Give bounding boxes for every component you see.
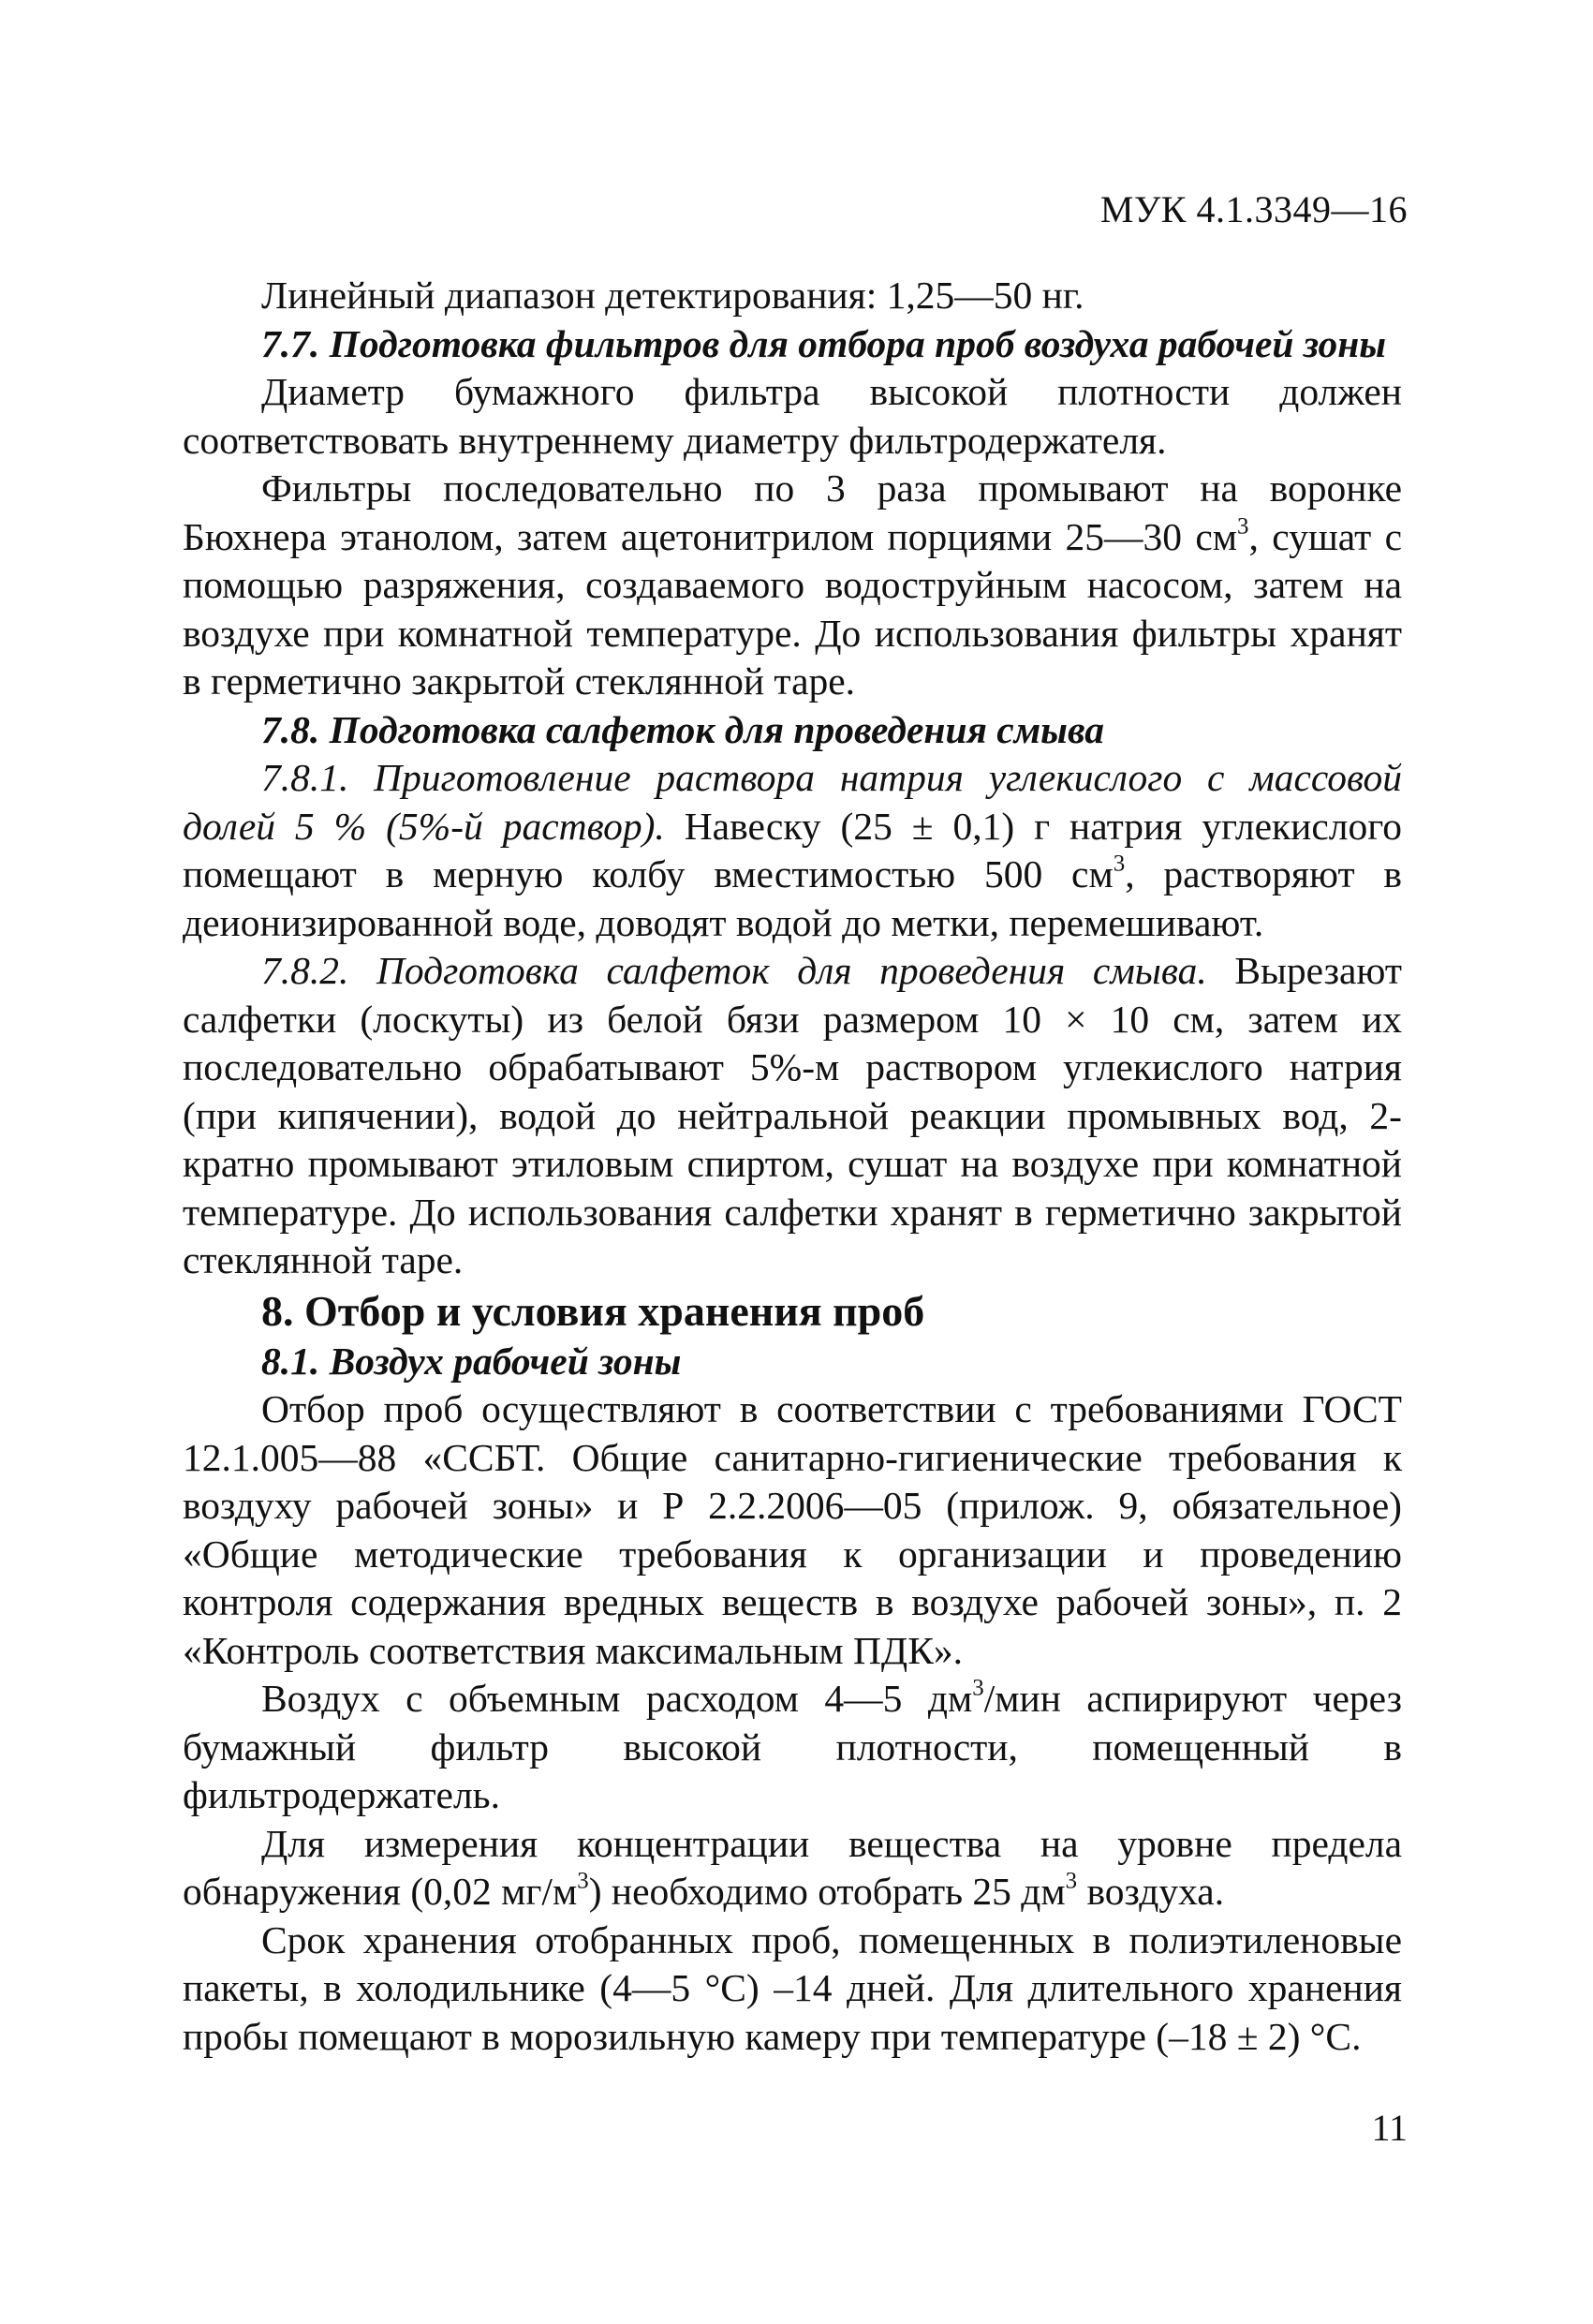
text-run: Для измерения концентрации вещества на уровне предела обнаружения (0,02 мг/м: [183, 1821, 1402, 1913]
superscript: 3: [577, 1868, 589, 1894]
detection-range-paragraph: Линейный диапазон детектирования: 1,25—50 нг.: [261, 274, 1084, 317]
section-8-heading: 8. Отбор и условия хранения проб: [261, 1286, 925, 1335]
section-7-8-1-paragraph: [183, 754, 1402, 947]
text-run: , сушат с помощью разряжения, создаваемого водоструйным насосом, затем на воздухе при комнатной температуре. До использования фильтры хранят в герметично закрытой стеклянной таре.: [183, 514, 1402, 703]
superscript: 3: [1113, 851, 1126, 877]
text-run: воздуха.: [1077, 1870, 1225, 1913]
text-run: Фильтры последовательно по 3 раза промывают на воронке Бюхнера этанолом, затем ацетонитрилом порциями 25—30 см: [183, 466, 1402, 558]
section-7-7-heading: 7.7. Подготовка фильтров для отбора проб воздуха рабочей зоны: [261, 321, 1387, 365]
section-8-1-heading: 8.1. Воздух рабочей зоны: [261, 1339, 682, 1383]
text-run: Вырезают салфетки (лоскуты) из белой бязи размером 10 × 10 см, затем их последовательно обрабатывают 5%-м раствором углекислого натрия (при кипячении), водой до нейтральной реакции промывных вод, 2-кратно промывают этиловым спиртом, сушат на воздухе при комнатной температуре. До использования салфетки хранят в герметично закрытой стеклянной таре.: [183, 949, 1402, 1281]
superscript: 3: [1065, 1868, 1078, 1894]
superscript: 3: [1237, 513, 1249, 540]
section-8-1-paragraph-1: Отбор проб осуществляют в соответствии с требованиями ГОСТ 12.1.005—88 «ССБТ. Общие санитарно-гигиенические требования к воздуху рабочей зоны» и Р 2.2.2006—05 (прилож. 9, обязательное) «Общие методические требования к организации и проведению контроля содержания вредных веществ в воздухе рабочей зоны», п. 2 «Контроль соответствия максимальным ПДК».: [183, 1387, 1402, 1672]
document-code-header: МУК 4.1.3349—16: [1099, 188, 1408, 230]
subsection-title: 7.8.2. Подготовка салфеток для проведения смыва.: [261, 949, 1207, 992]
section-7-8-heading: 7.8. Подготовка салфеток для проведения смыва: [261, 707, 1104, 751]
subsection-title: 7.8.1. Приготовление раствора натрия углекислого с массовой долей 5 % (5%-й раствор).: [183, 756, 1402, 848]
document-body: [183, 272, 1402, 2061]
section-7-7-paragraph-2: [183, 465, 1402, 706]
section-7-8-2-paragraph: [183, 947, 1402, 1285]
text-run: Навеску (25 ± 0,1) г натрия углекислого помещают в мерную колбу вместимостью 500 см: [183, 804, 1403, 896]
page-number: 11: [1371, 2107, 1408, 2149]
text-run: /мин аспирируют через бумажный фильтр высокой плотности, помещенный в фильтродержатель.: [183, 1677, 1402, 1816]
section-7-7-paragraph-1: Диаметр бумажного фильтра высокой плотности должен соответствовать внутреннему диаметру фильтродержателя.: [183, 370, 1402, 462]
section-8-1-paragraph-4: Срок хранения отобранных проб, помещенных в полиэтиленовые пакеты, в холодильнике (4—5 °С) –14 дней. Для длительного хранения пробы помещают в морозильную камеру при температуре (–18 ± 2) °С.: [183, 1917, 1402, 2058]
text-run: , растворяют в деионизированной воде, доводят водой до метки, перемешивают.: [183, 852, 1403, 944]
text-run: ) необходимо отобрать 25 дм: [588, 1870, 1066, 1913]
section-8-1-paragraph-3: [183, 1820, 1402, 1917]
section-8-1-paragraph-2: [183, 1675, 1402, 1820]
text-run: Воздух с объемным расходом 4—5 дм: [261, 1677, 973, 1720]
superscript: 3: [972, 1675, 984, 1701]
